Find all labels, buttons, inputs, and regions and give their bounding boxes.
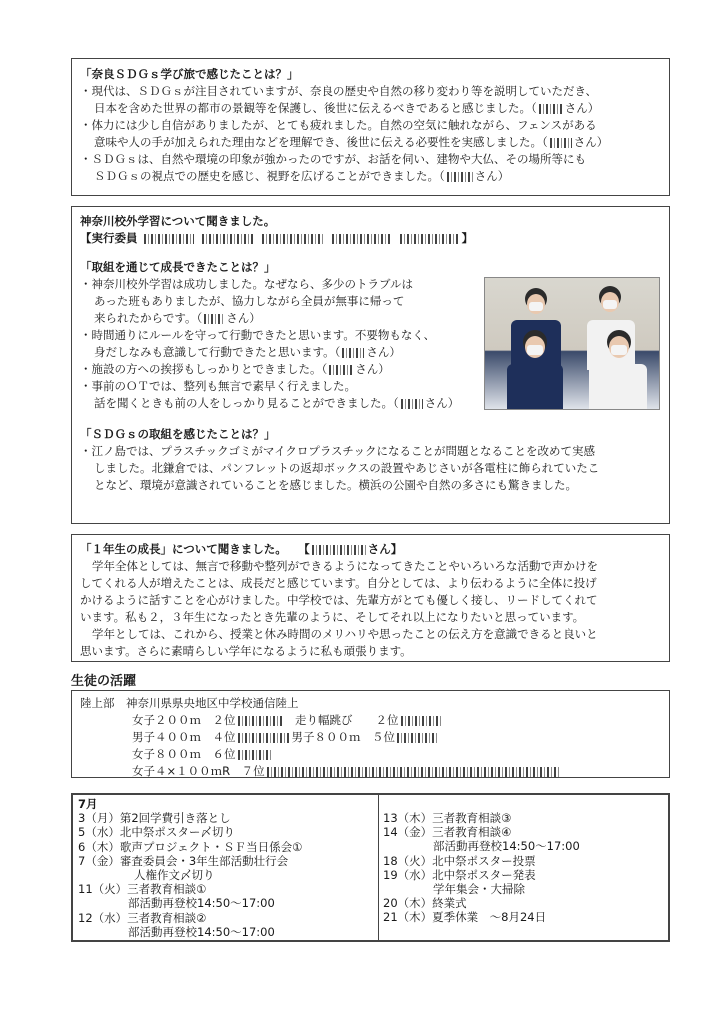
redacted-name (550, 138, 572, 148)
growth-line: ・事前のＯＴでは、整列も無言で素早く行えました。 (80, 379, 356, 393)
sdgs-line: となど、環境が意識されていることを感じました。横浜の公園や自然の多さにも驚きました。 (94, 478, 577, 492)
redacted-name (332, 234, 392, 244)
result-row: 女子２００ｍ ２位 走り幅跳び ２位 (80, 712, 661, 729)
calendar-entry: 6（木）歌声プロジェクト・ＳＦ当日係会① (78, 839, 303, 854)
first-year-line: 思います。さらに素晴らしい学年になるように私も頑張ります。 (80, 644, 412, 658)
calendar-entry: 学年集会・大掃除 (433, 882, 525, 897)
calendar-left (78, 797, 302, 940)
kanagawa-heading: 神奈川校外学習について聞きました。 (80, 214, 276, 228)
growth-line: 身だしなみも意識して行動できたと思います。（ さん） (94, 345, 401, 359)
calendar-entry: 部活動再登校14:50～17:00 (128, 896, 275, 911)
redacted-name (329, 365, 353, 375)
redacted-name (238, 733, 290, 743)
nara-line: ＳＤＧｓの視点での歴史を感じ、視野を広げることができました。（ さん） (94, 169, 510, 183)
result-row: 男子４００ｍ ４位 男子８００ｍ ５位 (80, 729, 661, 746)
first-year-line: かけるように話すことを心がけました。中学校では、先輩方がとても優しく接し、リードしてくれて (80, 593, 598, 607)
redacted-name (238, 716, 282, 726)
growth-line: あった班もありましたが、協力しながら全員が無事に帰って (94, 294, 405, 308)
sdgs-line: しました。北鎌倉では、パンフレットの返却ボックスの設置やあじさいが各電柱に飾られていたこ (94, 461, 600, 475)
redacted-name (401, 399, 423, 409)
committee-line: 【実行委員 】 (80, 231, 474, 245)
calendar-entry: 7（金）審査委員会・3年生部活動壮行会 (78, 853, 289, 868)
first-year-line: 学年としては、これから、授業と休み時間のメリハリや思ったことの伝え方を意識できると良いと (92, 627, 598, 641)
calendar-entry: 部活動再登校14:50～17:00 (433, 839, 580, 854)
redacted-name (401, 716, 441, 726)
redacted-name (539, 104, 563, 114)
calendar-entry: 3（月）第2回学費引き落とし (78, 811, 231, 826)
nara-line: 日本を含めた世界の都市の景観等を保護し、後世に伝えるべきであると感じました。（ さん） (94, 101, 600, 115)
nara-line: ・現代は、ＳＤＧｓが注目されていますが、奈良の歴史や自然の移り変わり等を説明していただき、 (80, 84, 598, 98)
calendar-entry: 11（火）三者教育相談① (78, 882, 207, 897)
redacted-name (144, 234, 194, 244)
growth-line: 来られたからです。（ さん） (94, 311, 261, 325)
redacted-name (342, 348, 364, 358)
first-year-line: してくれる人が増えたことは、成長だと感じています。自分としては、より伝わるように全体に投げ (80, 576, 597, 590)
redacted-name (400, 234, 460, 244)
calendar-entry: 5（水）北中祭ポスター〆切り (78, 825, 235, 840)
calendar-entry: 人権作文〆切り (134, 868, 215, 883)
calendar-month: 7月 (78, 797, 98, 811)
calendar-entry: 14（金）三者教育相談④ (383, 825, 512, 840)
growth-title: 「取組を通じて成長できたことは？」 (80, 260, 276, 274)
calendar-entry: 18（火）北中祭ポスター投票 (383, 853, 536, 868)
redacted-name (447, 172, 473, 182)
calendar-entry: 12（水）三者教育相談② (78, 910, 207, 925)
result-row: 女子４×１００ｍR ７位 (80, 763, 661, 780)
growth-line: ・神奈川校外学習は成功しました。なぜなら、多少のトラブルは (80, 277, 414, 291)
nara-line: ・ＳＤＧｓは、自然や環境の印象が強かったのですが、お話を伺い、建物や大仏、その場所等にも (80, 152, 586, 166)
redacted-name (262, 234, 324, 244)
calendar-entry: 19（水）北中祭ポスター発表 (383, 867, 536, 882)
redacted-name (312, 545, 366, 555)
calendar-entry: 21（木）夏季休業 ～8月24日 (383, 910, 547, 925)
growth-line: ・時間通りにルールを守って行動できたと思います。不要物もなく、 (80, 328, 436, 342)
calendar-divider (378, 795, 379, 940)
first-year-line: 学年全体としては、無言で移動や整列ができるようになってきたことやいろいろな活動で声かけを (92, 559, 598, 573)
first-year-line: います。私も２，３年生になったとき先輩のように、そしてそれ以上になりたいと思っています。 (80, 610, 585, 624)
redacted-name (267, 767, 559, 777)
calendar-entry: 20（木）終業式 (383, 896, 467, 911)
first-year-box (71, 534, 670, 662)
calendar-entry: 13（木）三者教育相談③ (383, 811, 512, 825)
nara-title: 「奈良ＳＤＧｓ学び旅で感じたことは？」 (80, 67, 299, 81)
nara-line: 意味や人の手が加えられた理由などを理解でき、後世に伝える必要性を実感しました。（ さん） (94, 135, 609, 149)
growth-line: ・施設の方への挨拶もしっかりとできました。（ さん） (80, 362, 390, 376)
committee-photo (484, 277, 660, 410)
first-year-heading: 「１年生の成長」について聞きました。 【 さん】 (80, 542, 403, 556)
redacted-name (204, 314, 224, 324)
redacted-name (202, 234, 254, 244)
sdgs-line: ・江ノ島では、プラスチックゴミがマイクロプラスチックになることが問題となることを改めて実感 (80, 444, 595, 458)
activities-title: 生徒の活躍 (71, 674, 137, 689)
sdgs-title: 「ＳＤＧｓの取組を感じたことは？」 (80, 427, 276, 441)
result-row: 女子８００ｍ ６位 (80, 746, 661, 763)
growth-line: 話を聞くときも前の人をしっかり見ることができました。（ さん） (94, 396, 460, 410)
nara-line: ・体力には少し自信がありましたが、とても疲れました。自然の空気に触れながら、フェンスがある (80, 118, 597, 132)
calendar-entry: 部活動再登校14:50～17:00 (128, 924, 275, 939)
calendar-right (383, 811, 580, 940)
redacted-name (397, 733, 437, 743)
club-line: 陸上部 神奈川県県央地区中学校通信陸上 (80, 696, 299, 710)
nara-sdgs-box (71, 58, 670, 196)
redacted-name (238, 750, 272, 760)
activities-box (71, 690, 670, 778)
july-calendar (71, 793, 670, 942)
